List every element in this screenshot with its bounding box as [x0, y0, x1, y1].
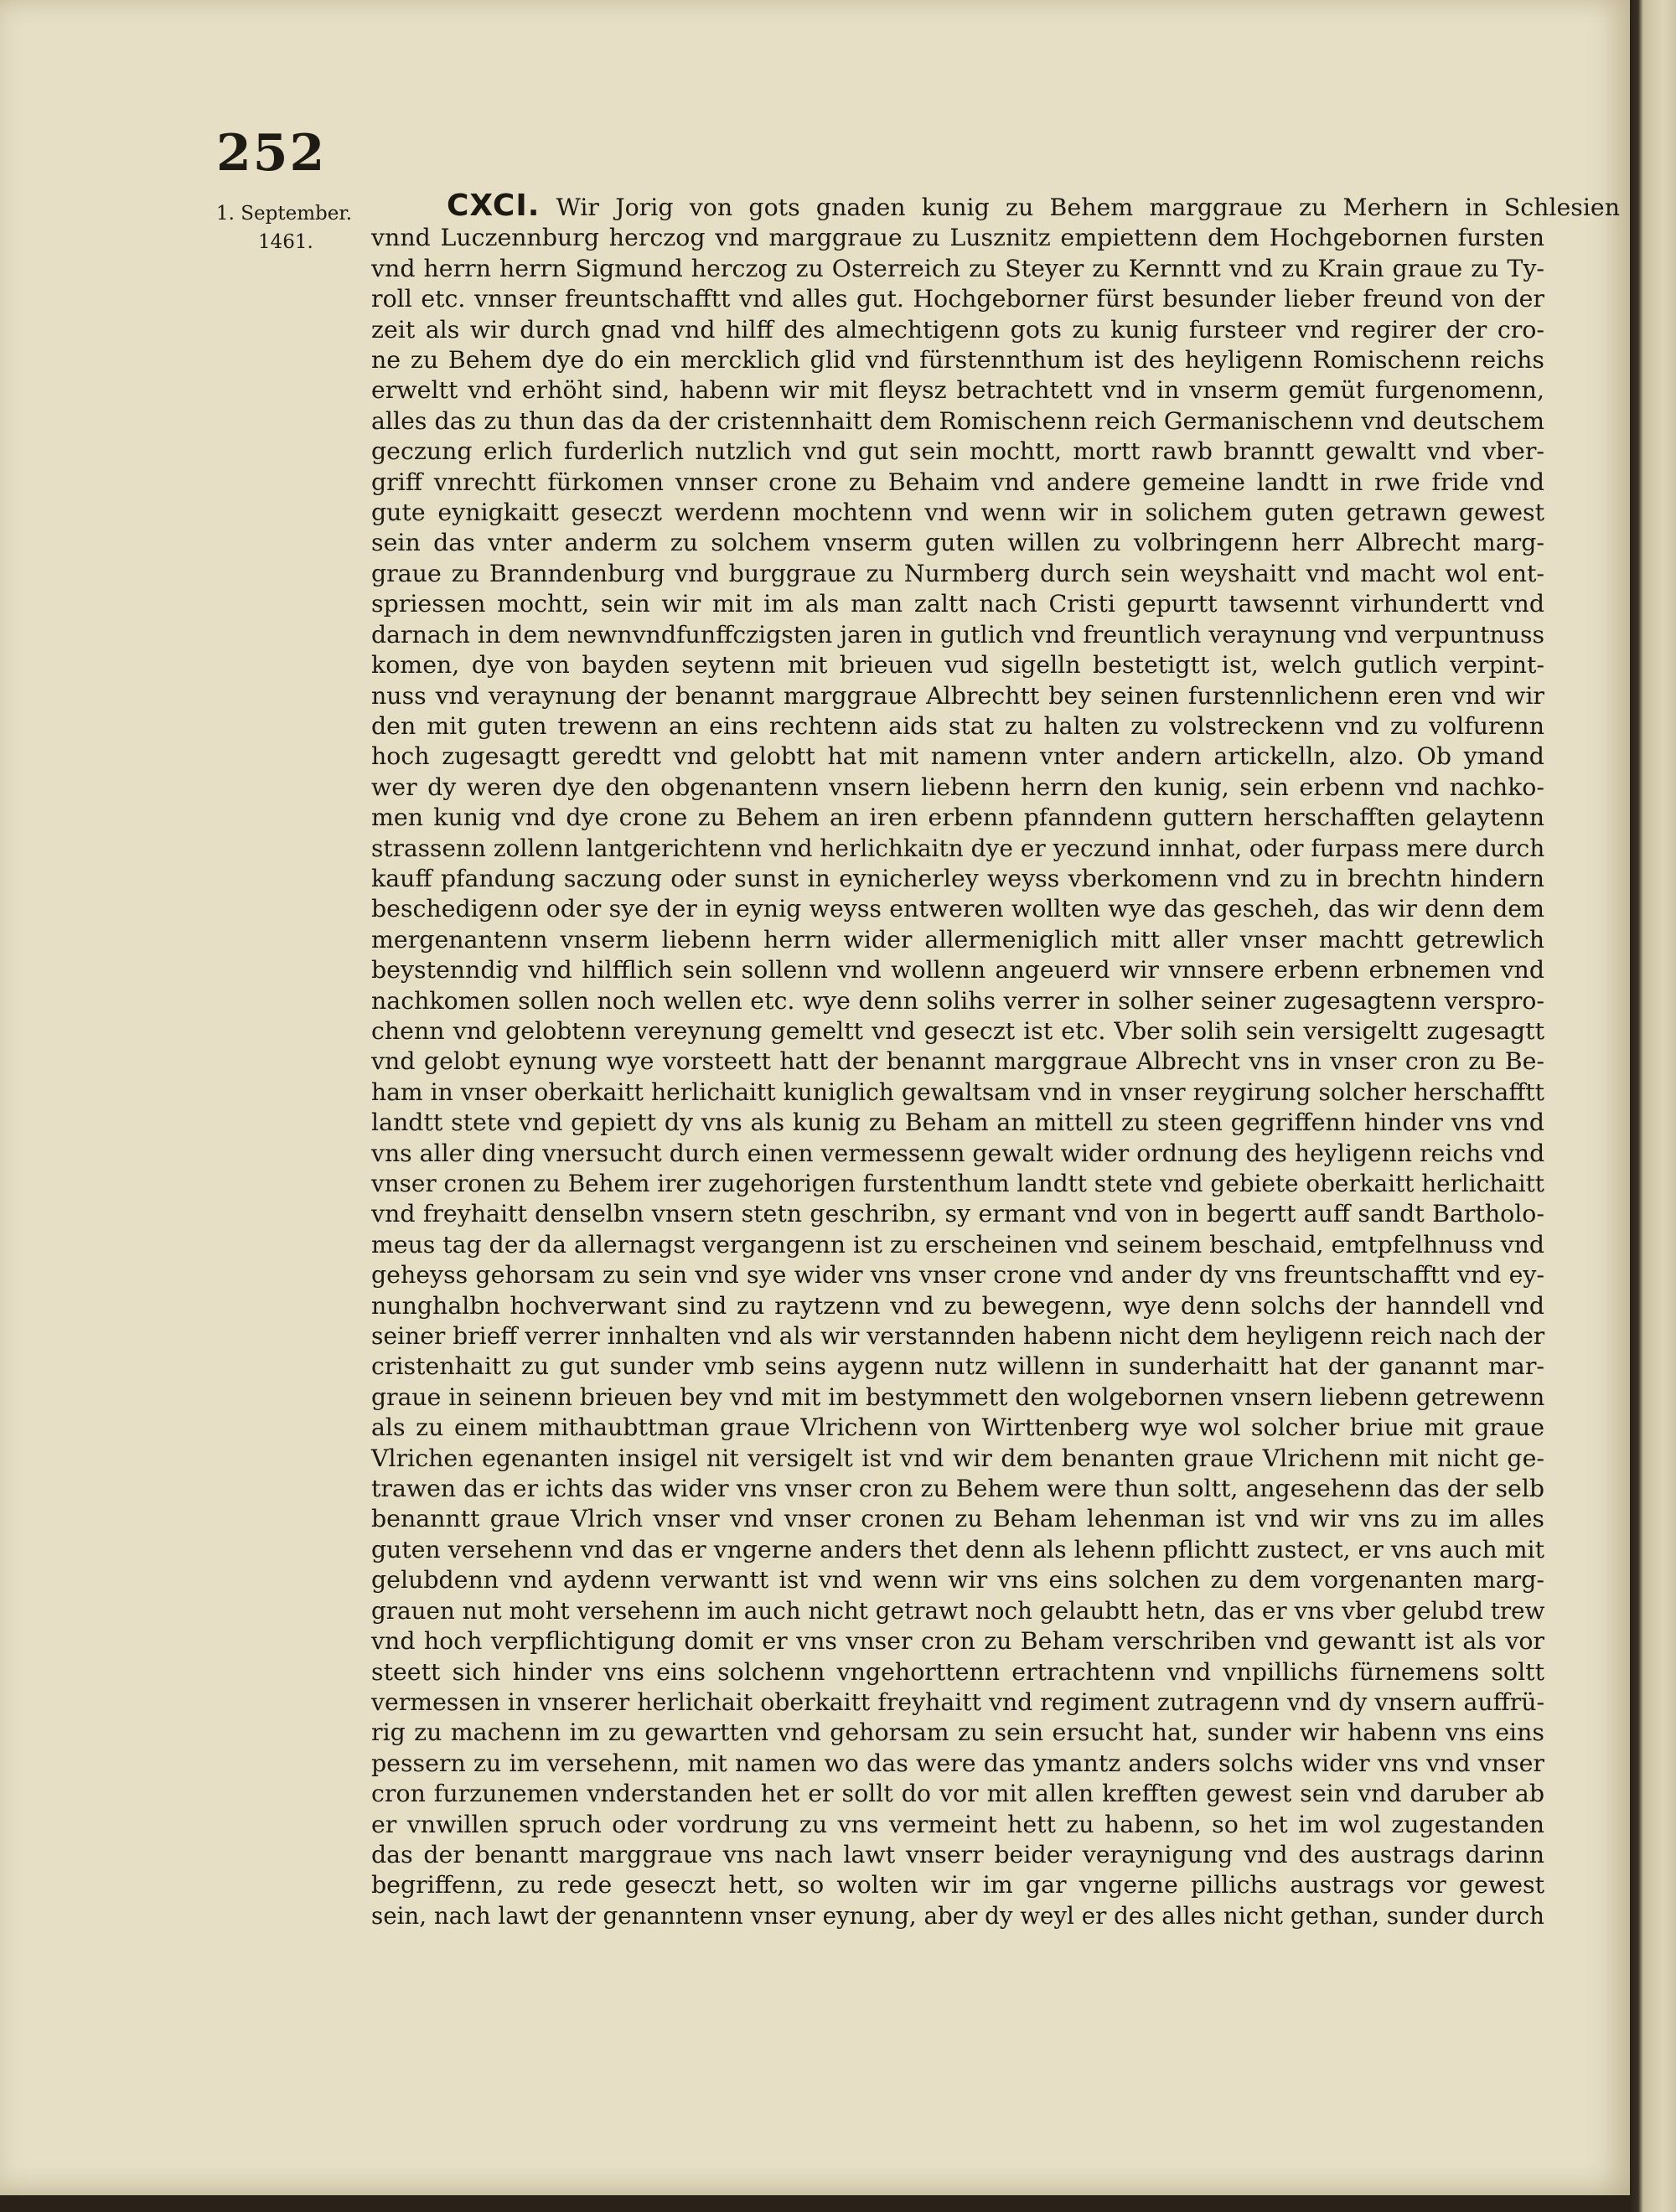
text-line-content: roll etc. vnnser freuntschafftt vnd alles gut. Hochgeborner fürst besunder lieber freund von der — [371, 285, 1544, 313]
text-line — [371, 254, 1544, 284]
text-line-content: er vnwillen spruch oder vordrung zu vns vermeint hett zu habenn, so het im wol zugestanden — [371, 1810, 1544, 1838]
text-line-content: landtt stete vnd gepiett dy vns als kunig zu Beham an mittell zu steen gegriffenn hinder vns vnd — [371, 1109, 1544, 1137]
text-line-content: grauen nut moht versehenn im auch nicht getrawt noch gelaubtt hetn, das er vns vber gelubd trew — [371, 1596, 1545, 1625]
text-line — [371, 191, 1620, 223]
text-line — [371, 1413, 1544, 1443]
text-line-content: graue in seinenn brieuen bey vnd mit im bestymmett den wolgebornen vnsern liebenn getrewenn — [371, 1382, 1545, 1411]
text-line-content: trawen das er ichts das wider vns vnser cron zu Behem were thun soltt, angesehenn das der selb — [371, 1475, 1545, 1503]
text-line-content: vnd herrn herrn Sigmund herczog zu Osterreich zu Steyer zu Kernntt vnd zu Krain graue zu Ty- — [371, 254, 1544, 282]
text-line — [371, 1169, 1544, 1199]
text-line-content: als zu einem mithaubttman graue Vlrichenn von Wirttenberg wye wol solcher briue mit graue — [371, 1414, 1544, 1442]
text-line — [371, 864, 1544, 894]
text-line-content: chenn vnd gelobtenn vereynung gemeltt vnd geseczt ist etc. Vber solih sein versigeltt zugesagtt — [371, 1016, 1544, 1045]
text-line-content: vns aller ding vnersucht durch einen vermessenn gewalt wider ordnung des heyligenn reichs vnd — [371, 1139, 1545, 1167]
text-line — [371, 1840, 1544, 1870]
text-line — [371, 1870, 1544, 1900]
text-line — [371, 955, 1544, 985]
text-line — [371, 620, 1544, 650]
text-line — [371, 498, 1544, 528]
text-line-content: begriffenn, zu rede geseczt hett, so wolten wir im gar vngerne pillichs austrags vor gewest — [371, 1871, 1544, 1899]
margin-date: 1. September. — [216, 203, 353, 225]
text-line-content: rig zu machenn im zu gewartten vnd gehorsam zu sein ersucht hat, sunder wir habenn vns eins — [371, 1718, 1544, 1747]
text-line — [371, 1047, 1544, 1077]
margin-year: 1461. — [258, 231, 313, 253]
text-line — [371, 1687, 1544, 1718]
text-line — [371, 1321, 1544, 1351]
text-line-content: strassenn zollenn lantgerichtenn vnd herlichkaitn dye er yeczund innhat, oder furpass mere durch — [371, 834, 1545, 862]
text-line-content: graue zu Branndenburg vnd burggraue zu Nurmberg durch sein weyshaitt vnd macht wol ent- — [371, 559, 1544, 587]
text-line — [371, 986, 1544, 1016]
text-line-content: Vlrichen egenanten insigel nit versigelt ist vnd wir dem benanten graue Vlrichenn mit nicht ge- — [371, 1444, 1544, 1472]
text-line-content: erweltt vnd erhöht sind, habenn wir mit fleysz betrachtett vnd in vnserm gemüt furgenomenn, — [371, 376, 1544, 405]
text-line — [371, 1016, 1544, 1047]
text-line-content: vnnd Luczennburg herczog vnd marggraue zu Lusznitz empiettenn dem Hochgebornen fursten — [371, 224, 1544, 252]
text-line — [371, 1596, 1544, 1626]
text-line — [371, 1810, 1544, 1840]
text-line-content: geheyss gehorsam zu sein vnd sye wider vns vnser crone vnd ander dy vns freuntschafftt vnd ey- — [371, 1261, 1544, 1289]
text-line — [371, 650, 1544, 680]
text-line-content: ne zu Behem dye do ein mercklich glid vnd fürstennthum ist des heyligenn Romischenn reichs — [371, 346, 1544, 375]
text-line — [371, 1260, 1544, 1290]
text-line-content: vnd gelobt eynung wye vorsteett hatt der benannt marggraue Albrecht vns in vnser cron zu Be- — [371, 1047, 1544, 1076]
text-line-content: ham in vnser oberkaitt herlichaitt kuniglich gewaltsam vnd in vnser reygirung solcher herschafftt — [371, 1078, 1544, 1106]
text-line-content: seiner brieff verrer innhalten vnd als wir verstannden habenn nicht dem heyligenn reich nach der — [371, 1322, 1545, 1351]
text-line — [371, 742, 1544, 772]
text-line-content: spriessen mochtt, sein wir mit im als man zaltt nach Cristi gepurtt tawsennt virhundertt vnd — [371, 590, 1544, 618]
text-line — [371, 1901, 1544, 1931]
text-line-content: sein das vnter anderm zu solchem vnserm guten willen zu volbringenn herr Albrecht marg- — [371, 529, 1544, 557]
text-line-content: kauff pfandung saczung oder sunst in eynicherley weyss vberkomenn vnd zu in brechtn hindern — [371, 864, 1544, 892]
text-line-content: vnd hoch verpflichtigung domit er vns vnser cron zu Beham verschriben vnd gewantt ist als vor — [371, 1627, 1544, 1656]
text-line — [371, 1351, 1544, 1382]
text-line — [371, 345, 1544, 375]
text-line-content: vnser cronen zu Behem irer zugehorigen furstenthum landtt stete vnd gebiete oberkaitt herlichaitt — [371, 1170, 1544, 1197]
text-line-content: guten versehenn vnd das er vngerne anders thet denn als lehenn pflichtt zustect, er vns auch mit — [371, 1535, 1544, 1563]
text-line — [371, 711, 1544, 742]
text-line — [371, 834, 1544, 864]
text-line — [371, 437, 1544, 467]
text-line — [371, 925, 1544, 955]
text-line — [371, 1382, 1544, 1413]
text-line — [371, 589, 1544, 619]
text-line — [371, 1749, 1544, 1779]
text-line-content: das der benantt marggraue vns nach lawt vnserr beider veraynigung vnd des austrags darinn — [371, 1840, 1544, 1868]
next-page-edge — [1630, 0, 1676, 2212]
text-line-content: cron furzunemen vnderstanden het er sollt do vor mit allen krefften gewest sein vnd daruber ab — [371, 1780, 1544, 1808]
text-line-content: sein, nach lawt der genanntenn vnser eynung, aber dy weyl er des alles nicht gethan, sunder durch — [371, 1901, 1544, 1930]
text-line-content: mergenantenn vnserm liebenn herrn wider allermeniglich mitt aller vnser machtt getrewlich — [371, 925, 1544, 954]
text-line-content: komen, dye von bayden seytenn mit brieuen vud sigelln bestetigtt ist, welch gutlich verpint- — [371, 651, 1544, 680]
text-line-content: gelubdenn vnd aydenn verwantt ist vnd wenn wir vns eins solchen zu dem vorgenanten marg- — [371, 1566, 1544, 1594]
text-line — [371, 1504, 1544, 1534]
page-bottom-edge — [0, 2195, 1630, 2212]
text-line — [371, 406, 1544, 437]
text-line-content: vnd freyhaitt denselbn vnsern stetn geschribn, sy ermant vnd von in begertt auff sandt Bartholo- — [371, 1200, 1544, 1228]
text-line — [371, 1565, 1544, 1595]
text-line-content: vermessen in vnserer herlichait oberkaitt freyhaitt vnd regiment zutragenn vnd dy vnsern auffrü- — [371, 1687, 1545, 1716]
text-line-content: beystenndig vnd hilfflich sein sollenn vnd wollenn angeuerd wir vnnsere erbenn erbnemen vnd — [371, 956, 1544, 985]
text-line — [371, 315, 1544, 345]
document-number: CXCI. — [447, 189, 541, 223]
text-line — [371, 1779, 1544, 1809]
text-line — [371, 1718, 1544, 1748]
text-line-content: den mit guten trewenn an eins rechtenn aids stat zu halten zu volstreckenn vnd zu volfurenn — [371, 711, 1544, 740]
text-line — [371, 894, 1544, 924]
text-line — [371, 773, 1544, 803]
text-line — [371, 468, 1544, 498]
text-line-content: darnach in dem newnvndfunffczigsten jaren in gutlich vnd freuntlich veraynung vnd verpuntnuss — [371, 620, 1545, 649]
text-line — [371, 559, 1544, 589]
text-line-content: cristenhaitt zu gut sunder vmb seins aygenn nutz willenn in sunderhaitt hat der ganannt mar- — [371, 1352, 1544, 1381]
text-line — [371, 803, 1544, 833]
text-line — [371, 284, 1544, 314]
text-line — [371, 223, 1544, 253]
text-line-content: men kunig vnd dye crone zu Behem an iren erbenn pfanndenn guttern herschafften gelaytenn — [371, 804, 1544, 832]
text-line-content: beschedigenn oder sye der in eynig weyss entweren wollten wye das gescheh, das wir denn dem — [371, 895, 1544, 923]
text-line — [371, 1535, 1544, 1565]
text-line-content: griff vnrechtt fürkomen vnnser crone zu Behaim vnd andere gemeine landtt in rwe fride vnd — [371, 468, 1544, 496]
text-line-content: nuss vnd veraynung der benannt marggraue Albrechtt bey seinen furstennlichenn eren vnd wir — [371, 681, 1544, 710]
text-line-content: gute eynigkaitt geseczt werdenn mochtenn vnd wenn wir in solichem guten getrawn gewest — [371, 499, 1544, 527]
text-line — [371, 1078, 1544, 1108]
text-line-content: steett sich hinder vns eins solchenn vngehorttenn ertrachtenn vnd vnpillichs fürnemens soltt — [371, 1657, 1544, 1686]
text-line — [371, 1444, 1544, 1474]
text-line — [371, 1139, 1544, 1169]
text-line-content: benanntt graue Vlrich vnser vnd vnser cronen zu Beham lehenman ist vnd wir vns zu im alles — [371, 1505, 1544, 1533]
document-body — [371, 189, 1620, 1931]
text-line — [371, 1291, 1544, 1321]
text-line — [371, 1199, 1544, 1229]
text-line — [371, 375, 1544, 406]
text-line — [371, 1626, 1544, 1656]
text-line-content: Wir Jorig von gots gnaden kunig zu Behem marggraue zu Merhern in Schlesien — [556, 194, 1620, 221]
text-line-content: pessern zu im versehenn, mit namen wo das were das ymantz anders solchs wider vns vnd vnser — [371, 1749, 1544, 1777]
text-line-content: geczung erlich furderlich nutzlich vnd gut sein mochtt, mortt rawb branntt gewaltt vnd vber- — [371, 437, 1544, 466]
text-line-content: wer dy weren dye den obgenantenn vnsern liebenn herrn den kunig, sein erbenn vnd nachko- — [371, 773, 1544, 801]
text-line-content: alles das zu thun das da der cristennhaitt dem Romischenn reich Germanischenn vnd deutschem — [371, 406, 1544, 435]
text-line-content: meus tag der da allernagst vergangenn ist zu erscheinen vnd seinem beschaid, emtpfelhnuss vnd — [371, 1230, 1544, 1258]
text-line — [371, 528, 1544, 558]
text-line — [371, 1108, 1544, 1138]
text-line — [371, 1474, 1544, 1504]
text-line — [371, 681, 1544, 711]
text-line-content: nunghalbn hochverwant sind zu raytzenn vnd zu bewegenn, wye denn solchs der hanndell vnd — [371, 1291, 1544, 1320]
text-line-content: nachkomen sollen noch wellen etc. wye denn solihs verrer in solher seiner zugesagtenn verspro- — [371, 986, 1544, 1015]
text-line-content: hoch zugesagtt geredtt vnd gelobtt hat mit namenn vnter andern artickelln, alzo. Ob ymand — [371, 742, 1544, 771]
margin-date-note — [216, 199, 359, 256]
text-line — [371, 1657, 1544, 1687]
page-number: 252 — [216, 124, 327, 183]
text-line — [371, 1230, 1544, 1260]
text-line-content: zeit als wir durch gnad vnd hilff des almechtigenn gots zu kunig fursteer vnd regirer der cro- — [371, 315, 1544, 344]
